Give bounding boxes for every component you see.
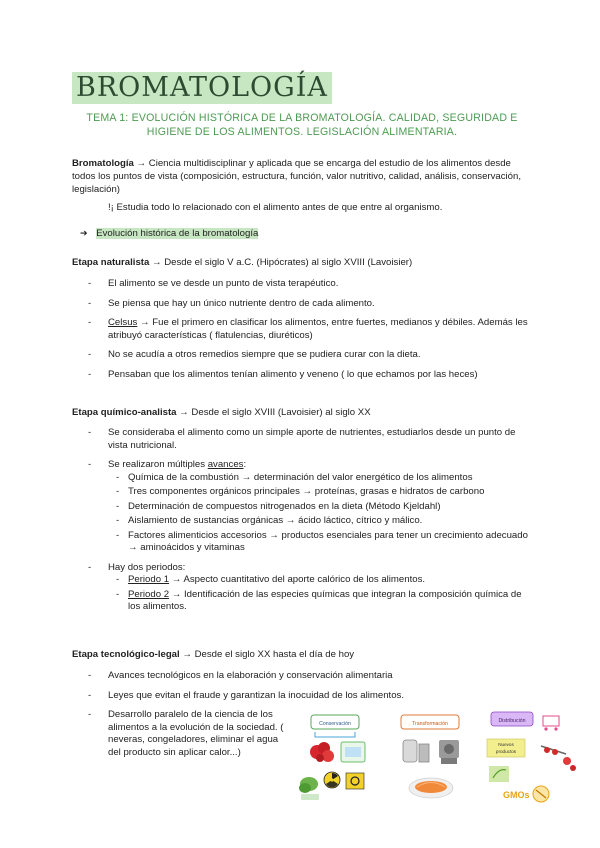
period-name: Periodo 2 [128,588,170,600]
definition-paragraph [72,157,527,196]
list-item: - Se piensa que hay un único nutriente dentro de cada alimento. [108,298,528,311]
sublist-item: - Tres componentes orgánicos principales → proteínas, grasas e hidratos de carbono [128,486,528,499]
list-item: - Pensaban que los alimentos tenían alimento y veneno ( lo que echamos por las heces) [108,369,528,382]
sublist-item: - Factores alimenticios accesorios → productos esenciales para tener un crecimiento adecuado → aminoácidos y vitaminas [128,530,528,555]
period-name: Periodo 1 [128,574,170,585]
strawberries-icon [541,746,576,771]
period-item [128,589,528,614]
stage-range: → Desde el siglo XX hasta el día de hoy [182,649,355,660]
stage-title: Etapa químico-analista [72,407,177,418]
organic-leaf-icon [489,766,509,782]
stage-tecnologico-heading [72,649,354,660]
celsus-text: → Fue el primero en clasificar los alimentos, entre fuertes, medianos y débiles. Además les atribuyó características ( flatulencias, diuréticos) [108,317,528,341]
celsus-name: Celsus [108,317,138,328]
arrow-bullet-icon: ➔ [80,228,88,238]
period-item [128,574,528,587]
naturalista-list [108,278,528,381]
quimico-list [108,427,528,614]
transformation-group [401,715,459,798]
stage-quimico-heading [72,407,371,418]
list-item: - El alimento se ve desde un punto de vista terapéutico. [108,278,528,291]
title-block [72,72,332,104]
lettuce-icon [299,777,319,800]
definition-arrow: → [136,158,147,169]
sublist-item: - Determinación de compuestos nitrogenados en la dieta (Método Kjeldahl) [128,501,528,514]
sublist-item: - Aislamiento de sustancias orgánicas → ácido láctico, cítrico y málico. [128,515,528,528]
note: !¡ Estudia todo lo relacionado con el alimento antes de que entre al organismo. [108,202,443,213]
subtitle: TEMA 1: EVOLUCIÓN HISTÓRICA DE LA BROMATOLOGÍA. CALIDAD, SEGURIDAD E HIGIENE DE LOS ALIMENTOS. LEGISLACIÓN ALIMENTARIA. [86,112,518,138]
list-item: - Avances tecnológicos en la elaboración y conservación alimentaria [108,670,528,683]
advances-sublist [108,472,528,555]
vacuum-pack-icon [341,742,365,762]
radiation-icon [324,772,340,788]
advances-suffix: : [243,459,247,470]
periods-label: Hay dos periodos: [108,561,186,573]
salmon-dish-icon [409,778,453,798]
list-item-periods [108,562,528,614]
new-products-line1: Nuevos [498,742,514,747]
biohazard-icon [346,773,364,789]
distribution-group [487,712,576,802]
periods-sublist [108,574,528,614]
new-products-line2: productos [495,749,517,754]
list-item-celsus [108,317,528,342]
sublist-item: - Química de la combustión → determinación del valor energético de los alimentos [128,472,528,485]
shopping-cart-icon [543,716,559,731]
cold-chain-arrow-icon [315,732,355,737]
conservation-group [299,715,365,800]
gmo-label: GMOs [503,790,530,800]
page-title: BROMATOLOGÍA [72,72,332,104]
definition-text: Ciencia multidisciplinar y aplicada que se encarga del estudio de los alimentos desde todos los puntos de vista (composición, estructura, función, valor nutritivo, calidad, análisis, conservación, legislación) [72,158,521,195]
advances-word: avances [207,459,244,470]
stage-naturalista-heading [72,257,412,268]
advances-prefix: Se realizaron múltiples [108,459,208,470]
list-item: - Se consideraba el alimento como un simple aporte de nutrientes, estudiarlos desde un punto de vista nutricional. [108,427,528,452]
list-item: - No se acudía a otros remedios siempre que se pudiera curar con la dieta. [108,349,528,362]
list-item: - Leyes que evitan el fraude y garantizan la inocuidad de los alimentos. [108,690,528,703]
evolution-heading-label: Evolución histórica de la bromatología [96,228,259,239]
list-item-advances [108,459,528,555]
no-gmo-icon [533,786,549,802]
list-item: - Desarrollo paralelo de la ciencia de los alimentos a la evolución de la sociedad. ( neveras, congeladores, eliminar el agua del producto sin aplicar calor...) [108,709,286,759]
stage-range: → Desde el siglo V a.C. (Hipócrates) al siglo XVIII (Lavoisier) [151,257,413,268]
tank-machine-icon [403,740,429,762]
evolution-heading [80,227,258,240]
period-text: → Aspecto cuantitativo del aporte calórico de los alimentos. [171,574,426,585]
stage-title: Etapa tecnológico-legal [72,649,180,660]
transformation-label: Transformación [412,721,448,727]
distribution-label: Distribución [498,718,526,724]
tomatoes-icon [310,742,334,762]
stage-title: Etapa naturalista [72,257,150,268]
stage-range: → Desde el siglo XVIII (Lavoisier) al siglo XX [179,407,371,418]
definition-term: Bromatología [72,158,134,169]
food-technology-collage [291,706,581,806]
conservation-label: Conservación [319,721,351,727]
period-text: → Identificación de las especies químicas que integran la composición química de los alimentos. [128,588,522,612]
mixer-machine-icon [439,740,459,764]
